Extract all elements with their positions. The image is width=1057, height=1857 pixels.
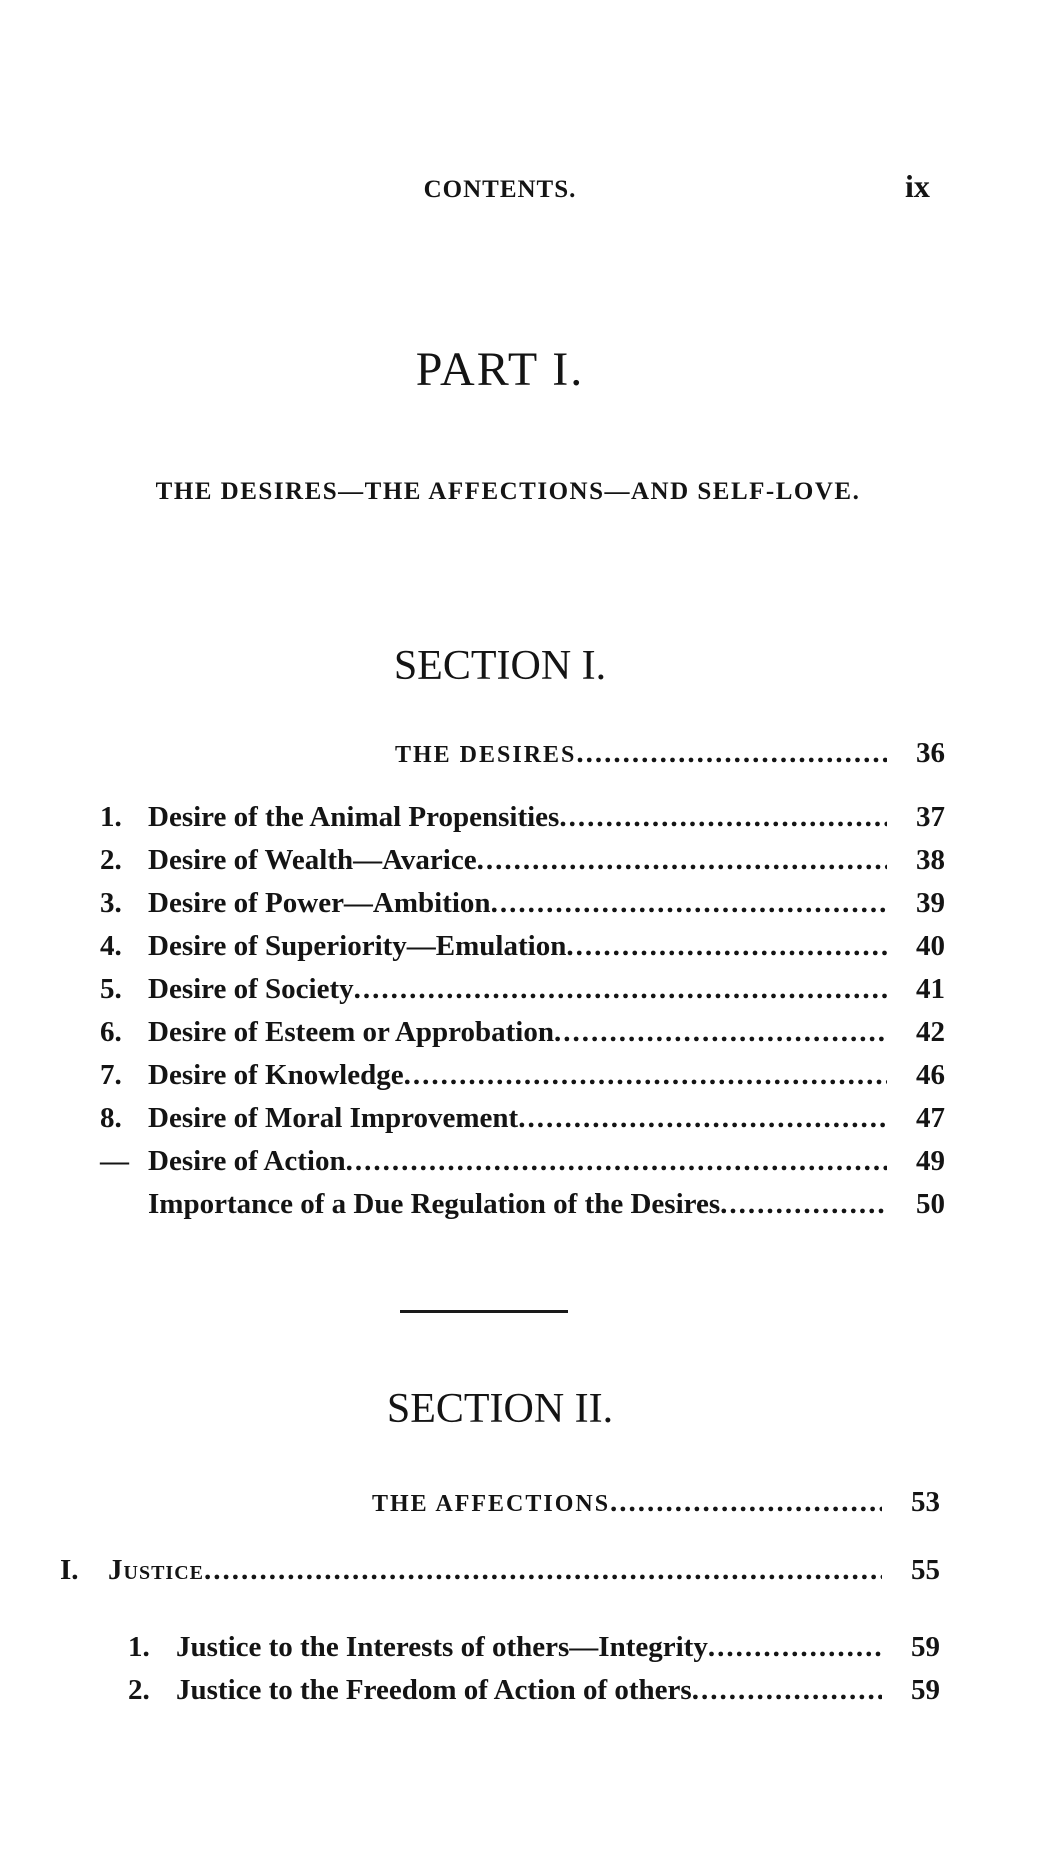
toc-entry <box>100 1098 945 1138</box>
toc-entry <box>100 840 945 880</box>
toc-label: Desire of Moral Improvement <box>148 1102 519 1134</box>
toc-label: Desire of Action <box>148 1145 346 1177</box>
dot-leader <box>404 1055 887 1095</box>
toc-number: 8. <box>100 1102 122 1134</box>
toc-number: 3. <box>100 887 122 919</box>
toc-label: Justice to the Freedom of Action of others <box>176 1674 692 1706</box>
toc-label: Desire of Superiority—Emulation <box>148 930 567 962</box>
toc-page: 39 <box>916 887 945 919</box>
part-title: PART I. <box>415 343 585 396</box>
dot-leader <box>692 1670 882 1710</box>
section-2-title: SECTION II. <box>386 1386 614 1432</box>
toc-entry <box>100 969 945 1009</box>
toc-page: 49 <box>916 1145 945 1177</box>
dot-leader <box>346 1141 887 1181</box>
toc-number: I. <box>60 1554 79 1586</box>
toc-number: 2. <box>128 1674 150 1706</box>
toc-number: 7. <box>100 1059 122 1091</box>
toc-page: 59 <box>911 1674 940 1706</box>
toc-entry <box>128 1627 940 1667</box>
toc-page: 47 <box>916 1102 945 1134</box>
toc-heading-label: THE DESIRES <box>395 742 577 768</box>
toc-page: 40 <box>916 930 945 962</box>
toc-page: 59 <box>911 1631 940 1663</box>
dot-leader <box>720 1184 887 1224</box>
page-number: ix <box>905 168 930 204</box>
toc-number: 4. <box>100 930 122 962</box>
toc-label: Desire of the Animal Propensities <box>148 801 560 833</box>
toc-page: 37 <box>916 801 945 833</box>
toc-page: 46 <box>916 1059 945 1091</box>
section-1-title: SECTION I. <box>393 643 607 689</box>
toc-entry <box>100 797 945 837</box>
toc-page: 55 <box>911 1554 940 1586</box>
dot-leader <box>477 840 887 880</box>
toc-entry <box>100 1012 945 1052</box>
toc-label: Desire of Esteem or Approbation <box>148 1016 554 1048</box>
toc-page: 38 <box>916 844 945 876</box>
toc-number: 1. <box>128 1631 150 1663</box>
toc-number: 6. <box>100 1016 122 1048</box>
toc-label: Desire of Wealth—Avarice <box>148 844 477 876</box>
toc-number: — <box>100 1145 129 1177</box>
dot-leader <box>610 1482 882 1522</box>
toc-label: Desire of Power—Ambition <box>148 887 491 919</box>
toc-heading-desires <box>395 733 945 773</box>
toc-label: Justice <box>108 1554 204 1586</box>
toc-entry <box>100 883 945 923</box>
toc-label: Desire of Knowledge <box>148 1059 404 1091</box>
toc-number: 1. <box>100 801 122 833</box>
dot-leader <box>491 883 887 923</box>
toc-page: 41 <box>916 973 945 1005</box>
dot-leader <box>708 1627 882 1667</box>
section-divider <box>400 1310 568 1313</box>
dot-leader <box>566 926 887 966</box>
toc-label: Desire of Society <box>148 973 354 1005</box>
toc-entry-justice <box>60 1550 940 1590</box>
toc-page: 42 <box>916 1016 945 1048</box>
dot-leader <box>576 733 887 773</box>
toc-page: 36 <box>916 737 945 769</box>
running-header-title: CONTENTS. <box>423 176 577 203</box>
dot-leader <box>204 1550 882 1590</box>
toc-page: 50 <box>916 1188 945 1220</box>
dot-leader <box>518 1098 887 1138</box>
toc-entry <box>100 1141 945 1181</box>
toc-entry <box>100 1055 945 1095</box>
toc-number: 5. <box>100 973 122 1005</box>
dot-leader <box>354 969 887 1009</box>
toc-page: 53 <box>911 1486 940 1518</box>
toc-number: 2. <box>100 844 122 876</box>
dot-leader <box>554 1012 887 1052</box>
toc-heading-affections <box>372 1482 940 1522</box>
toc-entry <box>128 1670 940 1710</box>
toc-entry <box>100 926 945 966</box>
toc-label: Importance of a Due Regulation of the Desires <box>148 1188 721 1220</box>
toc-label: Justice to the Interests of others—Integrity <box>176 1631 708 1663</box>
dot-leader <box>559 797 887 837</box>
toc-heading-label: THE AFFECTIONS <box>372 1491 611 1517</box>
part-subtitle: THE DESIRES—THE AFFECTIONS—AND SELF-LOVE. <box>155 478 861 505</box>
toc-entry <box>148 1184 945 1224</box>
